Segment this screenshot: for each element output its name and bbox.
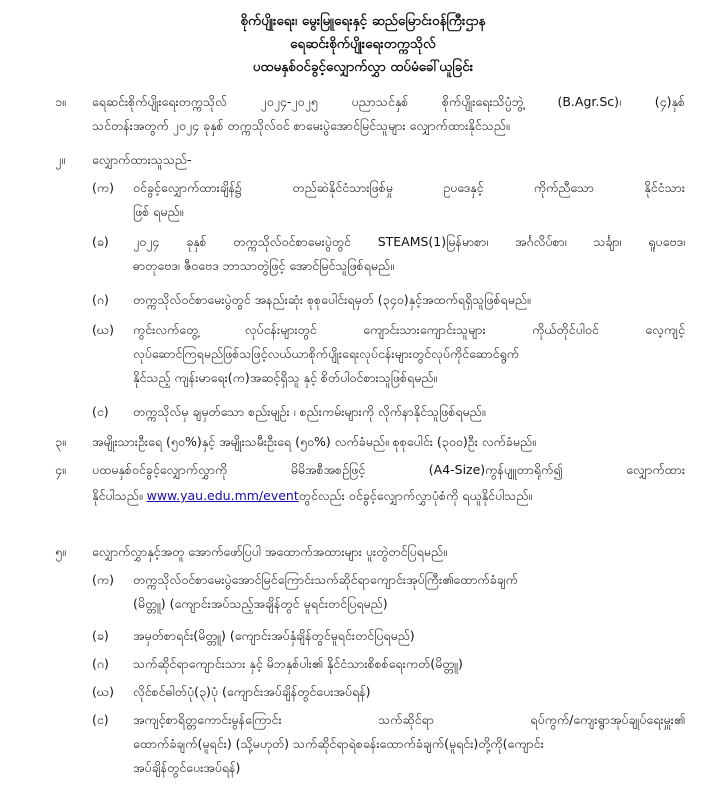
sub-label: (ဂ) <box>92 656 109 671</box>
sub-label: (ခ) <box>92 628 109 643</box>
document-header <box>0 10 726 79</box>
item-1-text: ရေဆင်းစိုက်ပျိုးရေးတက္ကသိုလ် ၂၀၂၄-၂၀၂၅ ပညာသင်နှစ် စိုက်ပျိုးရေးသိပ္ပံဘွဲ့ (B.Agr.Sc)၊ (၄)နှစ် <box>92 94 685 109</box>
sub-label: (ခ) <box>92 234 109 249</box>
sub-label: (င) <box>92 712 109 727</box>
university-name: ရေဆင်းစိုက်ပျိုးရေးတက္ကသိုလ် <box>290 36 436 52</box>
item-number: ၄။ <box>55 462 66 477</box>
sub-label: (ဃ) <box>92 684 114 699</box>
sub-label: (က) <box>92 180 114 195</box>
announcement-title: ပထမနှစ်ဝင်ခွင့်လျှောက်လွှာ ထပ်မံခေါ်ယူခြင်း <box>252 59 474 75</box>
item-number: ၂။ <box>55 152 65 167</box>
item-number: ၅။ <box>55 544 66 559</box>
sub-label: (င) <box>92 404 109 419</box>
item-5-title: လျှောက်လွှာနှင့်အတူ အောက်ဖော်ပြပါ အထောက်အထားများ ပူးတွဲတင်ပြရမည်။ <box>92 544 447 559</box>
sub-label: (က) <box>92 572 114 587</box>
item-1-text-cont: သင်တန်းအတွက် ၂၀၂၄ ခုနှစ် တက္ကသိုလ်ဝင် စာမေးပွဲအောင်မြင်သူများ လျှောက်ထားနိုင်သည်။ <box>92 118 510 133</box>
event-link[interactable]: www.yau.edu.mm/event <box>146 488 299 503</box>
item-1 <box>0 90 726 140</box>
item-number: ၁။ <box>55 94 66 109</box>
item-2-title: လျှောက်ထားသူသည်- <box>92 152 192 167</box>
sub-label: (ဃ) <box>92 322 114 337</box>
sub-label: (ဂ) <box>92 292 109 307</box>
item-number: ၃။ <box>55 434 66 449</box>
ministry-title: စိုက်ပျိုးရေး၊ မွေးမြူရေးနှင့် ဆည်မြောင်းဝန်ကြီးဌာန <box>240 13 486 29</box>
